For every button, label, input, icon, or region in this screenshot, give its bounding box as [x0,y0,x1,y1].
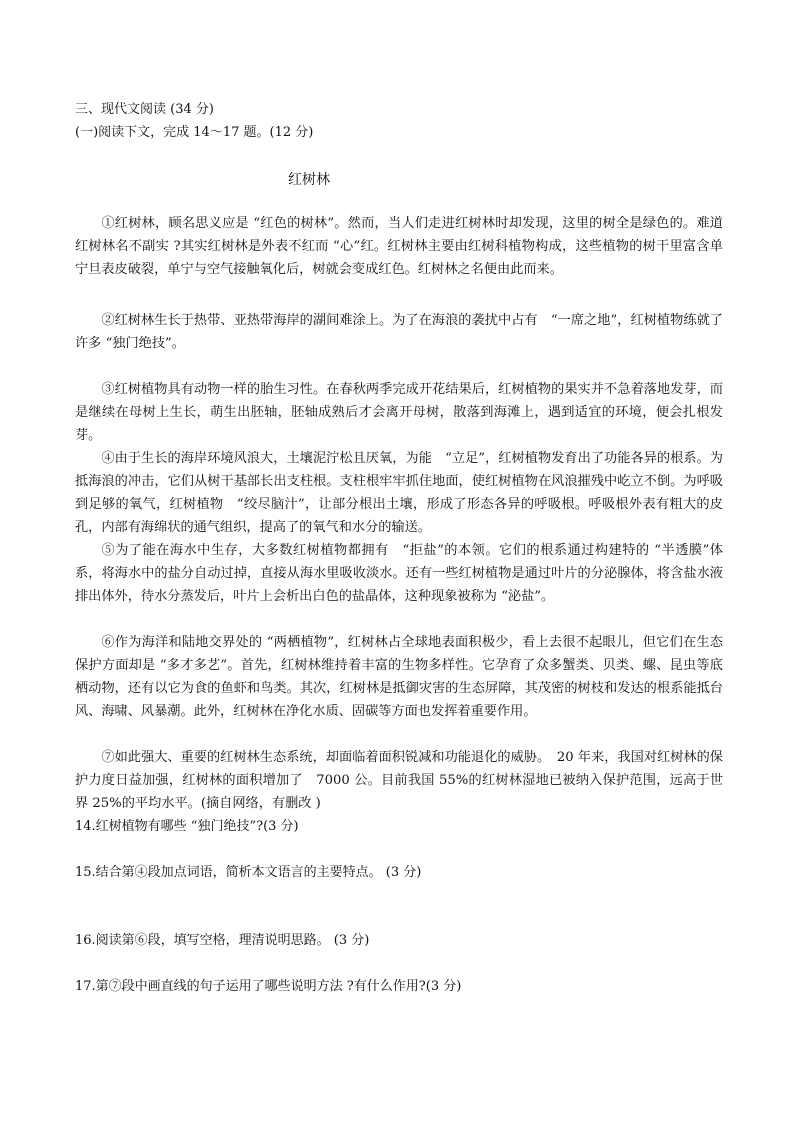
question-17: 17.第⑦段中画直线的句子运用了哪些说明方法 ?有什么作用?(3 分) [75,979,462,994]
sub-heading: (一)阅读下文，完成 14～17 题。(12 分) [75,125,314,140]
question-14: 14.红树植物有哪些 “独门绝技”?(3 分) [75,819,299,834]
paragraph-5: ⑤为了能在海水中生存，大多数红树植物都拥有 “拒盐”的本领。它们的根系通过构建特的 “半透膜”体系，将海水中的盐分自动过掉，直接从海水里吸收淡水。还有一些红树植物是通过叶片的分泌腺体，将含盐水液排出体外，待水分蒸发后，叶片上会析出白色的盐晶体，这种现象被称为 “泌盐”。 [75,543,723,604]
section-heading: 三、现代文阅读 (34 分) [75,102,214,117]
article-title: 红树林 [288,172,330,188]
paragraph-2: ②红树林生长于热带、亚热带海岸的湖间难涂上。为了在海浪的袭扰中占有 “一席之地”，红树植物练就了许多 “独门绝技”。 [75,313,723,351]
question-15: 15.结合第④段加点词语，简析本文语言的主要特点。 (3 分) [75,865,422,880]
question-16: 16.阅读第⑥段，填写空格，理清说明思路。 (3 分) [75,933,370,948]
paragraph-4: ④由于生长的海岸环境风浪大，土壤泥泞松且厌氧，为能 “立足”，红树植物发育出了功能各异的根系。为抵海浪的冲击，它们从树干基部长出支柱根。支柱根牢牢抓住地面，使红树植物在风浪摧残中屹立不倒。为呼吸到足够的氧气，红树植物 “绞尽脑汁”，让部分根出土壤，形成了形态各异的呼吸根。呼吸根外表有粗大的皮孔，内部有海绵状的通气组织，提高了的氧气和水分的输送。 [75,451,723,535]
paragraph-7: ⑦如此强大、重要的红树林生态系统，却面临着面积锐减和功能退化的威胁。 20 年来，我国对红树林的保护力度日益加强，红树林的面积增加了 7000 公。目前我国 55%的红树林湿地已被纳入保护范围，远高于世界 25%的平均水平。(摘自网络，有删改 ) [75,750,723,811]
paragraph-6: ⑥作为海洋和陆地交界处的 “两栖植物”，红树林占全球地表面积极少，看上去很不起眼儿，但它们在生态保护方面却是 “多才多艺”。首先，红树林维持着丰富的生物多样性。它孕育了众多蟹类、贝类、螺、昆虫等底栖动物，还有以它为食的鱼虾和鸟类。其次，红树林是抵御灾害的生态屏障，其茂密的树枝和发达的根系能抵台风、海啸、风暴潮。此外，红树林在净化水质、固碳等方面也发挥着重要作用。 [75,635,723,719]
paragraph-1: ①红树林，顾名思义应是 “红色的树林”。然而，当人们走进红树林时却发现，这里的树全是绿色的。难道红树林名不副实 ?其实红树林是外表不红而 “心”红。红树林主要由红树科植物构成，这些植物的树干里富含单宁旦表皮破裂，单宁与空气接触氧化后，树就会变成红色。红树林之名便由此而来。 [75,216,723,277]
paragraph-3: ③红树植物具有动物一样的胎生习性。在春秋两季完成开花结果后，红树植物的果实并不急着落地发芽，而是继续在母树上生长，萌生出胚轴，胚轴成熟后才会离开母树，散落到海滩上，遇到适宜的环境，便会扎根发芽。 [75,382,723,443]
